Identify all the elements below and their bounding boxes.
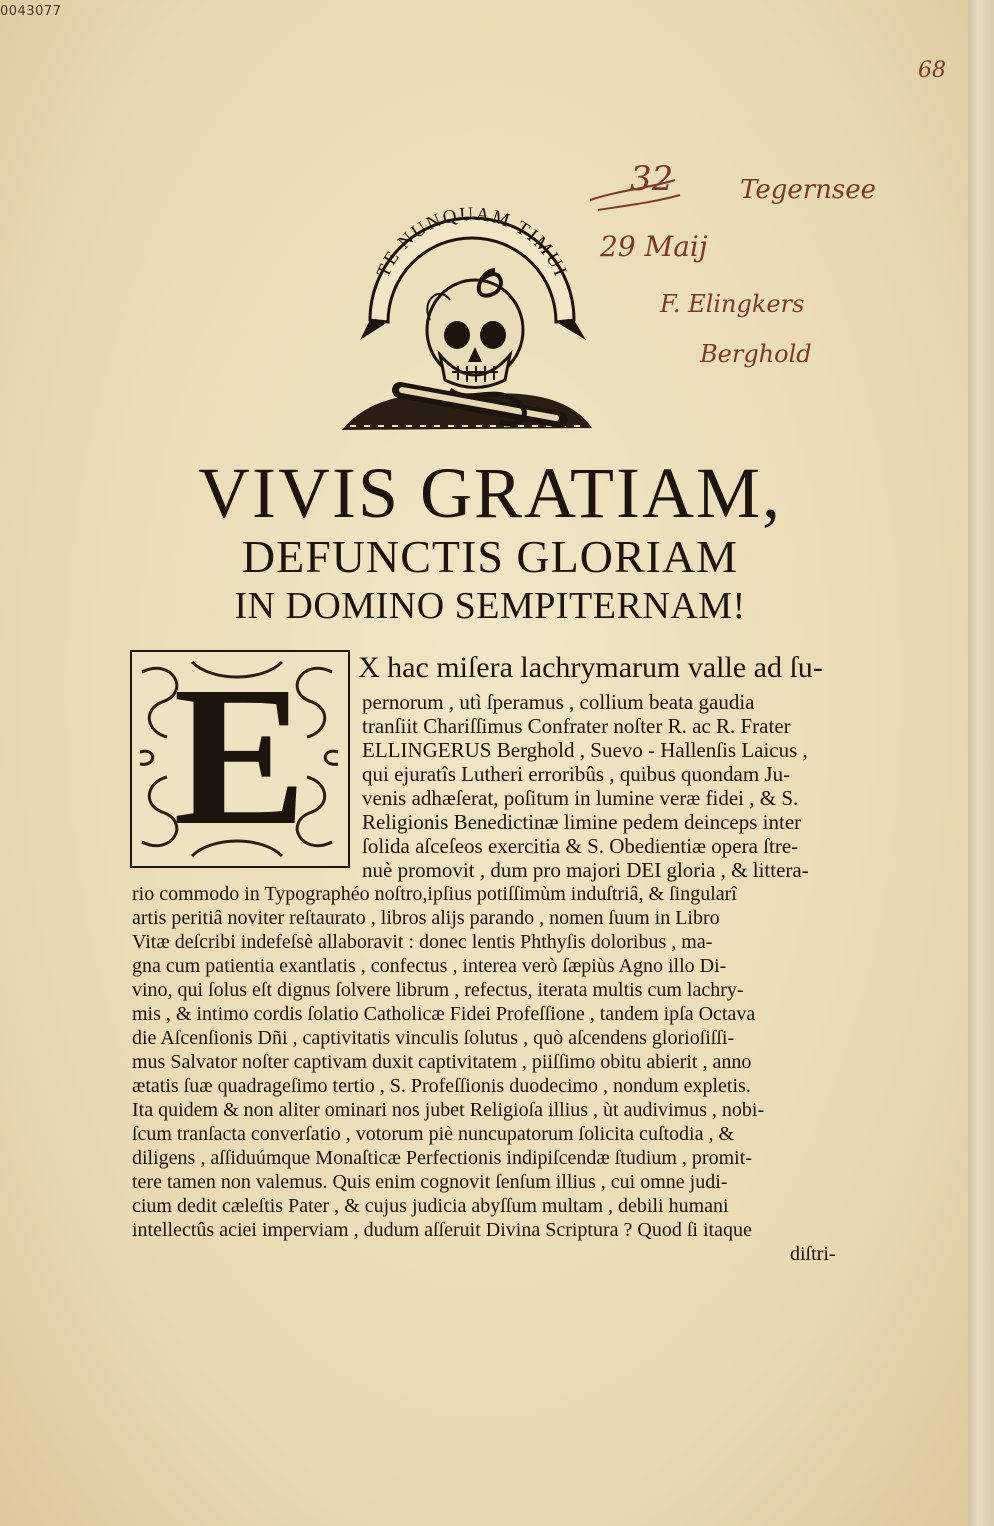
text-line: venis adhæſerat, poſitum in lumine veræ fidei , & S.: [362, 786, 799, 810]
title-line-1: VIVIS GRATIAM,: [198, 453, 782, 533]
text-line: diligens , aſſiduúmque Monaſticæ Perfectionis indipiſcendæ ſtudium , promit-: [132, 1147, 752, 1169]
archive-stamp: 0043077: [0, 4, 62, 19]
text-line: intellectûs aciei imperviam , dudum aſſeruit Divina Scriptura ? Quod ſi itaque: [132, 1219, 752, 1241]
decorated-initial: [130, 646, 350, 868]
text-line: rio commodo in Typographéo noſtro,ipſius potiſſimùm induſtriâ, & ſingularî: [132, 883, 737, 905]
note-surname: Berghold: [700, 340, 812, 368]
text-line: ELLINGERUS Berghold , Suevo - Hallenſis Laicus ,: [362, 738, 808, 762]
text-line: pernorum , utì ſperamus , collium beata gaudia: [362, 690, 755, 714]
note-date: 29 Maij: [600, 230, 708, 263]
title-line-3: IN DOMINO SEMPITERNAM!: [234, 585, 746, 627]
title-line-2: DEFUNCTIS GLORIAM: [241, 531, 739, 582]
text-line: tranſiit Chariſſimus Confrater noſter R. ac R. Frater: [362, 714, 791, 738]
text-line: X hac miſera lachrymarum valle ad ſu-: [358, 651, 823, 684]
catchword: diſtri-: [790, 1243, 836, 1265]
text-line: ſolida aſceſeos exercitia & S. Obedientiæ opera ſtre-: [362, 834, 799, 858]
text-line: ſcum tranſacta converſatio , votorum piè nuncupatorum ſolicita cuſtodia , &: [132, 1123, 735, 1145]
note-place: Tegernsee: [740, 175, 877, 205]
text-line: nuè promovit , dum pro majori DEI gloria , & littera-: [362, 858, 809, 882]
text-line: mus Salvator noſter captivam duxit captivitatem , piiſſimo obitu abierit , anno: [132, 1051, 752, 1073]
text-line: gna cum patientia exantlatis , confectus , interea verò ſæpiùs Agno illo Di-: [132, 955, 727, 977]
text-line: Religionis Benedictinæ limine pedem deinceps inter: [362, 810, 802, 834]
text-line: artis peritiâ noviter reſtaurato , libros alijs parando , nomen ſuum in Libro: [132, 907, 720, 929]
note-name: F. Elingkers: [660, 290, 805, 318]
folio-number: 68: [918, 58, 946, 83]
handwritten-note: [560, 150, 900, 380]
initial-letter: E: [173, 646, 307, 867]
text-line: cium dedit cæleſtis Pater , & cujus judicia abyſſum multam , debili humani: [132, 1195, 729, 1217]
note-number: 32: [630, 159, 674, 199]
text-line: die Aſcenſionis Dñi , captivitatis vinculis ſolutus , quò aſcendens glorioſiſſi-: [132, 1027, 735, 1049]
text-line: tere tamen non valemus. Quis enim cognovit ſenſum illius , cui omne judi-: [132, 1171, 728, 1193]
text-line: vino, qui ſolus eſt dignus ſolvere librum , refectus, iterata multis cum lachry-: [132, 979, 744, 1001]
text-line: Ita quidem & non aliter ominari nos jubet Religioſa illius , ùt audivimus , nobi-: [132, 1099, 765, 1121]
emblem-motto: TE NUNQUAM TIMUI: [372, 203, 572, 281]
page-edge: [968, 0, 994, 1526]
text-line: qui ejuratîs Lutheri erroribûs , quibus quondam Ju-: [362, 762, 791, 786]
text-line: mis , & intimo cordis ſolatio Catholicæ Fidei Profeſſione , tandem ipſa Octava: [132, 1003, 756, 1025]
text-line: Vitæ deſcribi indefeſsè allaboravit : donec lentis Phthyſis doloribus , ma-: [132, 931, 713, 953]
text-line: ætatis ſuæ quadrageſimo tertio , S. Profeſſionis duodecimo , nondum expletis.: [132, 1075, 751, 1097]
